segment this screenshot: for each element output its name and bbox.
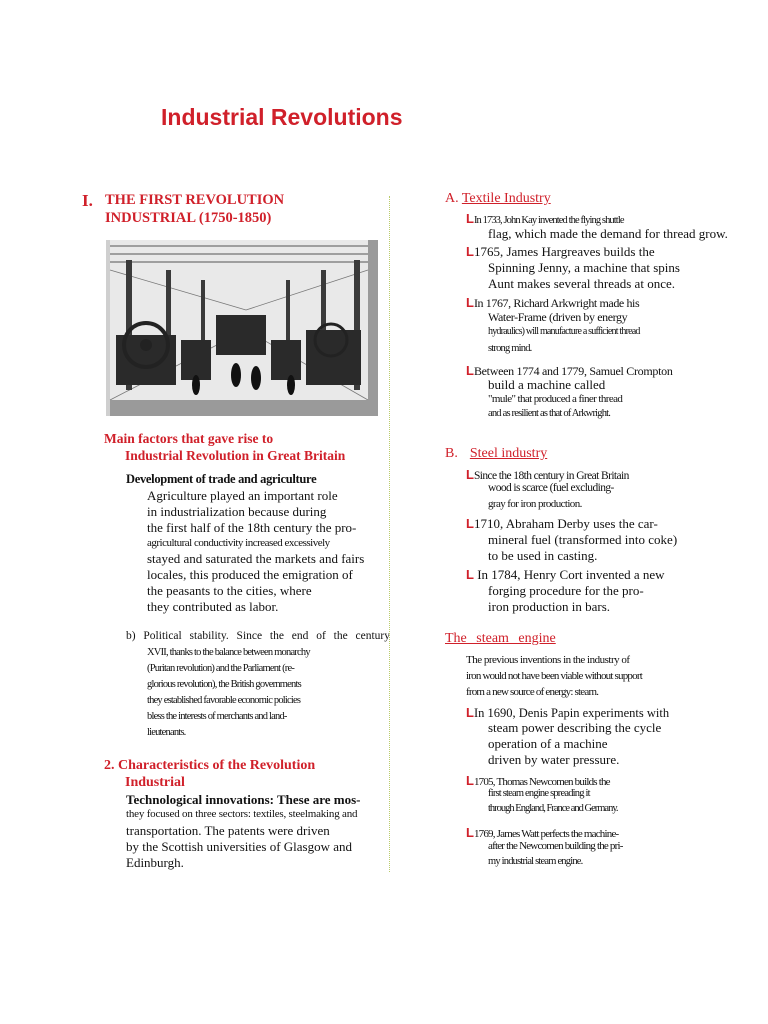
bullet-icon: L	[466, 363, 474, 378]
trade-line-3: the first half of the 18th century the pro-	[147, 520, 357, 535]
textile-item-4-line4: and as resilient as that of Arkwright.	[488, 408, 611, 419]
steam-item-3-line2: after the Newcomen building the pri-	[488, 840, 623, 852]
steel-heading-prefix: B.	[445, 446, 458, 461]
steam-intro-line1: The previous inventions in the industry of	[466, 654, 630, 666]
factors-heading-line2: Industrial Revolution in Great Britain	[125, 448, 346, 463]
steam-heading: The steam engine	[445, 631, 556, 646]
steam-item-2: L1705, Thomas Newcomen builds the	[466, 773, 610, 788]
political-line-6: bless the interests of merchants and land-	[147, 711, 287, 722]
section-1-title	[105, 191, 284, 227]
factors-heading-line1: Main factors that gave rise to	[104, 431, 274, 446]
bullet-icon: L	[466, 244, 474, 259]
trade-line-2: in industrialization because during	[147, 504, 327, 519]
tech-line-4: by the Scottish universities of Glasgow and	[126, 839, 353, 854]
trade-line-4: agricultural conductivity increased excessively	[147, 537, 330, 549]
steam-item-3: L1769, James Watt perfects the machine-	[466, 825, 619, 840]
trade-line-6: locales, this produced the emigration of	[147, 567, 353, 582]
political-line-2: XVII, thanks to the balance between monarchy	[147, 647, 310, 658]
political-line-1: b) Political stability. Since the end of the century	[126, 630, 390, 642]
textile-item-2-line2: Spinning Jenny, a machine that spins	[488, 260, 680, 275]
political-line-3: (Puritan revolution) and the Parliament (re-	[147, 663, 295, 674]
steam-item-1-line2: steam power describing the cycle	[488, 720, 662, 735]
textile-heading-text: Textile Industry	[461, 191, 551, 206]
steel-heading	[445, 446, 575, 462]
steam-intro-line2: iron would not have been viable without support	[466, 670, 642, 682]
steam-item-3-line3: my industrial steam engine.	[488, 856, 583, 867]
steam-item-2-line2: first steam engine spreading it	[488, 788, 590, 799]
steel-item-2-line3: to be used in casting.	[488, 548, 598, 563]
factory-engraving-image	[106, 240, 378, 416]
steel-item-1: LSince the 18th century in Great Britain	[466, 467, 629, 482]
bullet-icon: L	[466, 295, 474, 310]
section-1-title-line2: INDUSTRIAL (1750-1850)	[105, 210, 272, 226]
bullet-icon: L	[466, 567, 474, 582]
steel-item-2-line2: mineral fuel (transformed into coke)	[488, 532, 678, 547]
trade-line-7: the peasants to the cities, where	[147, 583, 312, 598]
steam-item-2-line3: through England, France and Germany.	[488, 803, 618, 814]
steel-item-3-line2: forging procedure for the pro-	[488, 583, 644, 598]
tech-line-1: Technological innovations: These are mos-	[126, 792, 361, 807]
textile-item-3-line3: hydraulics) will manufacture a sufficient thread	[488, 326, 640, 337]
textile-item-3-line4: strong mind.	[488, 343, 532, 354]
section-1-title-line1: THE FIRST REVOLUTION	[105, 192, 285, 208]
political-line-7: lieutenants.	[147, 727, 186, 738]
steel-item-1-line2: wood is scarce (fuel excluding-	[488, 482, 614, 494]
page-title: Industrial Revolutions	[161, 104, 403, 130]
textile-item-1: LIn 1733, John Kay invented the flying shuttle	[466, 211, 624, 226]
steel-item-2: L1710, Abraham Derby uses the car-	[466, 516, 658, 531]
steam-intro-line3: from a new source of energy: steam.	[466, 686, 599, 698]
textile-heading	[445, 191, 551, 207]
bullet-icon: L	[466, 773, 474, 788]
section-2-heading-line1: 2. Characteristics of the Revolution	[104, 758, 316, 773]
textile-item-2: L1765, James Hargreaves builds the	[466, 244, 655, 259]
steel-item-3-line3: iron production in bars.	[488, 599, 611, 614]
tech-line-5: Edinburgh.	[126, 855, 184, 870]
steam-item-1-line4: driven by water pressure.	[488, 752, 620, 767]
textile-heading-prefix: A.	[445, 191, 462, 206]
column-divider	[389, 196, 390, 872]
textile-item-4-line2: build a machine called	[488, 377, 606, 392]
trade-line-1: Agriculture played an important role	[147, 488, 338, 503]
bullet-icon: L	[466, 516, 474, 531]
factors-heading	[104, 430, 345, 464]
tech-line-2: they focused on three sectors: textiles, steelmaking and	[126, 808, 358, 820]
steel-item-3: L In 1784, Henry Cort invented a new	[466, 567, 665, 582]
political-line-5: they established favorable economic policies	[147, 695, 301, 706]
steam-item-1-line3: operation of a machine	[488, 736, 608, 751]
bullet-icon: L	[466, 211, 474, 226]
textile-item-2-line3: Aunt makes several threads at once.	[488, 276, 675, 291]
section-2-heading-line2: Industrial	[125, 775, 185, 790]
textile-item-3-line2: Water-Frame (driven by energy	[488, 310, 628, 324]
trade-heading: Development of trade and agriculture	[126, 472, 317, 486]
textile-item-4-line3: "mule" that produced a finer thread	[488, 393, 623, 405]
trade-line-5: stayed and saturated the markets and fairs	[147, 551, 365, 566]
section-2-heading	[104, 757, 315, 791]
textile-item-3: LIn 1767, Richard Arkwright made his	[466, 295, 640, 310]
steel-item-1-line3: gray for iron production.	[488, 498, 582, 510]
factory-engraving-drawing	[106, 240, 378, 416]
steel-heading-text: Steel industry	[469, 446, 548, 461]
political-line-4: glorious revolution), the British governments	[147, 679, 301, 690]
textile-item-4: LBetween 1774 and 1779, Samuel Crompton	[466, 363, 673, 378]
bullet-icon: L	[466, 705, 474, 720]
trade-line-8: they contributed as labor.	[147, 599, 279, 614]
textile-item-1-line2: flag, which made the demand for thread grow.	[488, 226, 728, 241]
bullet-icon: L	[466, 825, 474, 840]
steam-item-1: LIn 1690, Denis Papin experiments with	[466, 705, 670, 720]
tech-line-3: transportation. The patents were driven	[126, 823, 330, 838]
section-1-number: I.	[82, 191, 93, 210]
bullet-icon: L	[466, 467, 474, 482]
